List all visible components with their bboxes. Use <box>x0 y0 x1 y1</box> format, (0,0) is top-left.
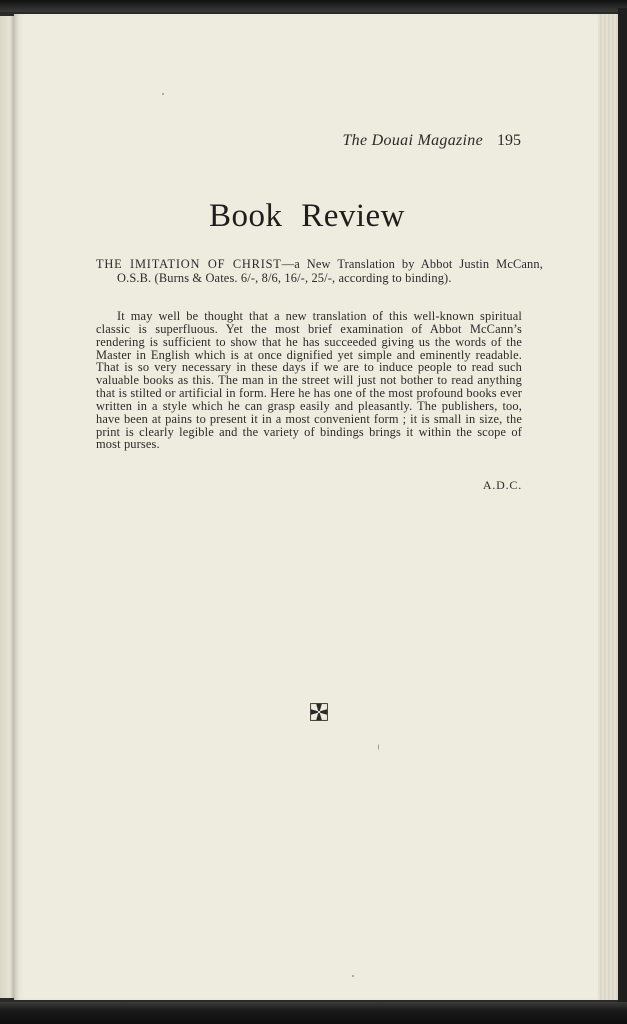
page-stack-edges <box>598 14 618 1000</box>
paper-speck <box>352 975 354 977</box>
cross-pattee-icon <box>310 703 328 721</box>
book-cover-edge <box>618 8 627 1004</box>
book-title: THE IMITATION OF CHRIST <box>96 257 282 271</box>
book-entry <box>96 258 543 285</box>
reviewer-initials: A.D.C. <box>482 478 522 492</box>
book-details: —a New Translation by Abbot Justin McCann, O.S.B. (Burns & Oates. 6/-, 8/6, 16/-, 25/-, according to binding). <box>117 257 543 285</box>
page-number: 195 <box>497 132 521 149</box>
paper-speck <box>378 744 379 750</box>
book-top-edge <box>0 0 627 12</box>
paper-speck <box>162 93 164 95</box>
review-paragraph: It may well be thought that a new translation of this well-known spiritual classic is superfluous. Yet the most brief examination of Abbot McCann’s rendering is sufficient to show that he has succeeded giving us the words of the Master in English which is at once dignified yet simple and eminently readable. That is so very necessary in these days if we are to induce people to read such valuable books as this. The man in the street will just not bother to read anything that is stilted or artificial in form. Here he has one of the most profound books ever written in a style which he can grasp easily and pleasantly. The publishers, too, have been at pains to present it in a most convenient form ; it is small in size, the print is clearly legible and the variety of bindings brings it within the scope of most purses. <box>96 309 522 452</box>
book-bottom-edge <box>0 1002 627 1024</box>
page <box>14 14 600 1000</box>
facing-page-edge <box>0 16 14 998</box>
page-title: Book Review <box>208 198 406 234</box>
running-head <box>300 132 521 150</box>
magazine-name: The Douai Magazine <box>342 132 483 149</box>
